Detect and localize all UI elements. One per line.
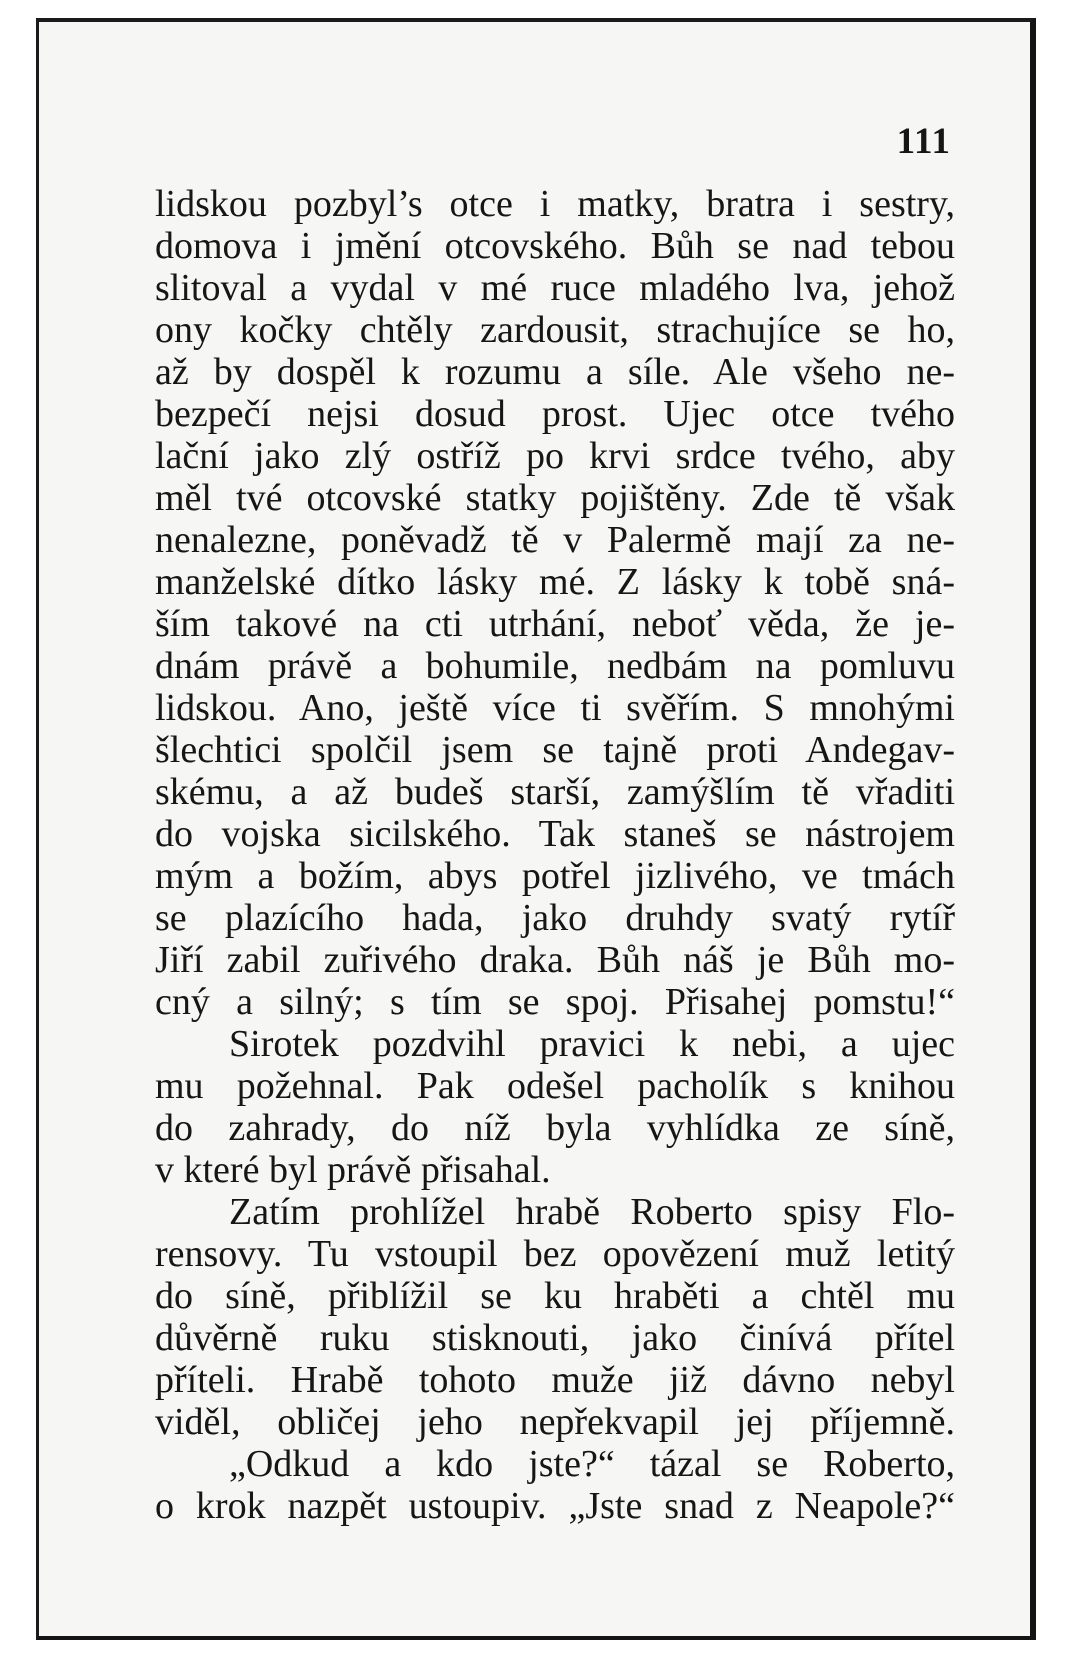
text-line: cný a silný; s tím se spoj. Přisahej pomstu!“ [155, 981, 955, 1023]
text-line: do vojska sicilského. Tak staneš se nástrojem [155, 813, 955, 855]
text-line: šlechtici spolčil jsem se tajně proti Andegav- [155, 729, 955, 771]
text-line: Sirotek pozdvihl pravici k nebi, a ujec [229, 1023, 955, 1065]
text-line: manželské dítko lásky mé. Z lásky k tobě sná- [155, 561, 955, 603]
text-line: rensovy. Tu vstoupil bez opovězení muž letitý [155, 1233, 955, 1275]
text-line: viděl, obličej jeho nepřekvapil jej příjemně. [155, 1401, 955, 1443]
text-line: v které byl právě přisahal. [155, 1149, 551, 1191]
text-line: měl tvé otcovské statky pojištěny. Zde tě však [155, 477, 955, 519]
text-line: důvěrně ruku stisknouti, jako činívá přítel [155, 1317, 955, 1359]
page-text [155, 183, 955, 1527]
text-line: lidskou pozbyl’s otce i matky, bratra i sestry, [155, 183, 955, 225]
text-line: „Odkud a kdo jste?“ tázal se Roberto, [229, 1443, 955, 1485]
text-line: Zatím prohlížel hrabě Roberto spisy Flo- [229, 1191, 955, 1233]
text-line: do zahrady, do níž byla vyhlídka ze síně, [155, 1107, 955, 1149]
page-number: 111 [896, 121, 951, 162]
text-line: až by dospěl k rozumu a síle. Ale všeho ne- [155, 351, 955, 393]
text-line: Jiří zabil zuřivého draka. Bůh náš je Bůh mo- [155, 939, 955, 981]
text-line: mým a božím, abys potřel jizlivého, ve tmách [155, 855, 955, 897]
text-line: bezpečí nejsi dosud prost. Ujec otce tvého [155, 393, 955, 435]
book-page [36, 18, 1036, 1640]
text-line: mu požehnal. Pak odešel pacholík s knihou [155, 1065, 955, 1107]
text-line: příteli. Hrabě tohoto muže již dávno nebyl [155, 1359, 955, 1401]
text-line: ším takové na cti utrhání, neboť věda, že je- [155, 603, 955, 645]
text-line: dnám právě a bohumile, nedbám na pomluvu [155, 645, 955, 687]
text-line: ony kočky chtěly zardousit, strachujíce se ho, [155, 309, 955, 351]
text-line: slitoval a vydal v mé ruce mladého lva, jehož [155, 267, 955, 309]
text-line: lidskou. Ano, ještě více ti svěřím. S mnohými [155, 687, 955, 729]
text-line: se plazícího hada, jako druhdy svatý rytíř [155, 897, 955, 939]
text-line: nenalezne, poněvadž tě v Palermě mají za ne- [155, 519, 955, 561]
text-line: lační jako zlý ostříž po krvi srdce tvého, aby [155, 435, 955, 477]
text-line: skému, a až budeš starší, zamýšlím tě vřaditi [155, 771, 955, 813]
text-line: o krok nazpět ustoupiv. „Jste snad z Neapole?“ [155, 1485, 955, 1527]
text-line: domova i jmění otcovského. Bůh se nad tebou [155, 225, 955, 267]
text-line: do síně, přiblížil se ku hraběti a chtěl mu [155, 1275, 955, 1317]
